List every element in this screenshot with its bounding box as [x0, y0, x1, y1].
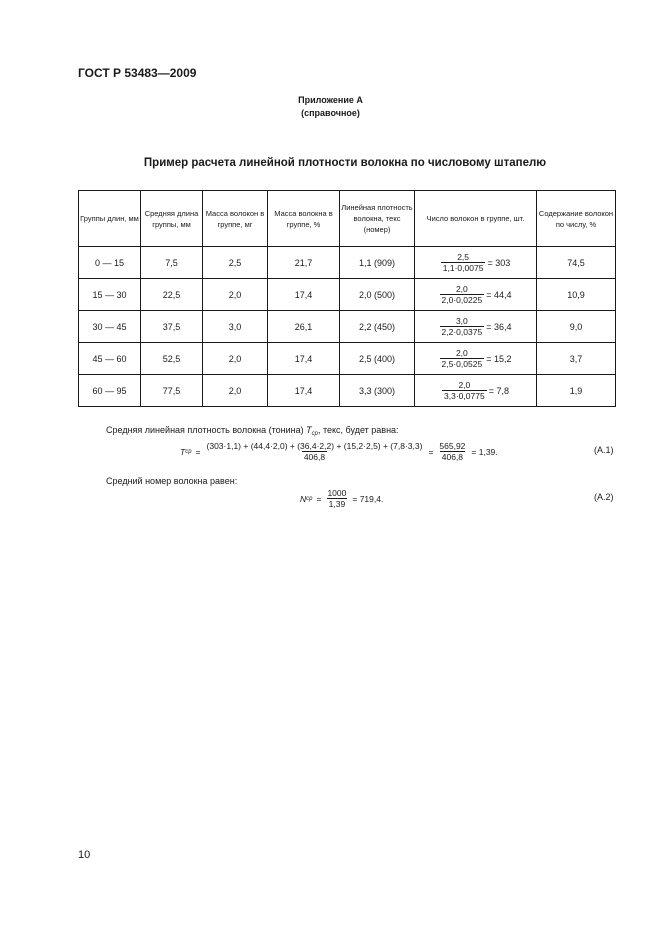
fraction-numerator: 2,0: [458, 380, 471, 390]
content-cell: 74,5: [537, 247, 616, 279]
fraction-numerator: 2,0: [455, 348, 468, 358]
appendix-subtitle: (справочное): [301, 108, 360, 118]
content-cell: 9,0: [537, 311, 616, 343]
fraction: [440, 316, 485, 337]
page-number: 10: [78, 849, 91, 861]
fraction-denominator: 2,2·0,0375: [441, 327, 483, 337]
table-header-row: [79, 191, 616, 247]
fraction-denominator: 2,5·0,0525: [441, 359, 483, 369]
header-cell: Линейная плотность волокна, текс (номер): [340, 191, 415, 247]
table-row: [79, 311, 616, 343]
density-cell: 3,3 (300): [340, 375, 415, 407]
group-cell: 0 — 15: [79, 247, 141, 279]
fraction: [440, 348, 485, 369]
fraction-denominator: 3,3·0,0775: [444, 391, 485, 401]
group-cell: 30 — 45: [79, 311, 141, 343]
formula-a2-lhs-sub: ср: [306, 495, 313, 502]
avg-density-subscript: ср: [311, 431, 318, 437]
formula-a1-eq: =: [195, 446, 201, 457]
formula-a1-fraction: [205, 441, 425, 462]
table-row: [79, 375, 616, 407]
fraction-result: = 7,8: [488, 385, 509, 396]
table-row: [79, 343, 616, 375]
formula-a1-lhs: T: [180, 446, 186, 457]
avg-length-cell: 22,5: [141, 279, 203, 311]
content-cell: 3,7: [537, 343, 616, 375]
formula-a2-lhs: N: [300, 493, 307, 504]
fraction-result: = 44,4: [486, 289, 512, 300]
formula-a1-denominator: 406,8: [303, 452, 326, 462]
formula-a2-fraction: [325, 488, 348, 509]
fraction-numerator: 2,5: [457, 252, 470, 262]
fiber-count-cell: [415, 311, 537, 343]
fiber-count-cell: [415, 279, 537, 311]
formula-a1-eq2: =: [428, 446, 434, 457]
fraction-denominator: 2,0·0,0225: [441, 295, 483, 305]
density-cell: 2,5 (400): [340, 343, 415, 375]
mass-percent-cell: 17,4: [268, 375, 340, 407]
avg-number-text: Средний номер волокна равен:: [106, 476, 238, 486]
mass-cell: 2,0: [203, 375, 268, 407]
group-cell: 15 — 30: [79, 279, 141, 311]
mass-percent-cell: 26,1: [268, 311, 340, 343]
density-cell: 1,1 (909): [340, 247, 415, 279]
fiber-count-cell: [415, 375, 537, 407]
content-cell: 10,9: [537, 279, 616, 311]
table-row: [79, 247, 616, 279]
fraction-result: = 36,4: [486, 321, 512, 332]
avg-length-cell: 52,5: [141, 343, 203, 375]
mass-percent-cell: 21,7: [268, 247, 340, 279]
table-row: [79, 279, 616, 311]
group-cell: 60 — 95: [79, 375, 141, 407]
header-cell: Масса волокон в группе, мг: [203, 191, 268, 247]
avg-density-text: [106, 425, 399, 437]
formula-a1-numerator: (303·1,1) + (44,4·2,0) + (36,4·2,2) + (15,2·2,5) + (7,8·3,3): [206, 441, 423, 451]
formula-a2-denominator: 1,39: [328, 499, 346, 509]
mass-cell: 2,0: [203, 279, 268, 311]
density-cell: 2,2 (450): [340, 311, 415, 343]
formula-a1-numerator2: 565,92: [439, 441, 466, 451]
avg-length-cell: 37,5: [141, 311, 203, 343]
header-cell: Средняя длина группы, мм: [141, 191, 203, 247]
header-cell: Число волокон в группе, шт.: [415, 191, 537, 247]
equation-number-a2: (А.2): [594, 492, 614, 502]
formula-a2-eq: =: [316, 493, 322, 504]
fraction: [441, 252, 486, 273]
fiber-count-cell: [415, 343, 537, 375]
header-cell: Масса волокна в группе, %: [268, 191, 340, 247]
fraction-denominator: 1,1·0,0075: [442, 263, 484, 273]
content-cell: 1,9: [537, 375, 616, 407]
fraction-numerator: 2,0: [455, 284, 468, 294]
formula-a1-fraction2: [437, 441, 467, 462]
fiber-count-cell: [415, 247, 537, 279]
formula-a1: [180, 441, 498, 462]
mass-cell: 2,0: [203, 343, 268, 375]
formula-a2-result: = 719,4.: [352, 493, 384, 504]
avg-length-cell: 77,5: [141, 375, 203, 407]
fraction-result: = 15,2: [486, 353, 512, 364]
formula-a1-denominator2: 406,8: [441, 452, 464, 462]
formula-a1-result: = 1,39.: [471, 446, 498, 457]
mass-percent-cell: 17,4: [268, 279, 340, 311]
fiber-table: [78, 190, 616, 407]
mass-percent-cell: 17,4: [268, 343, 340, 375]
avg-density-symbol: T: [306, 425, 312, 435]
document-code: ГОСТ Р 53483—2009: [78, 66, 197, 80]
formula-a2-numerator: 1000: [327, 488, 347, 498]
header-cell: Группы длин, мм: [79, 191, 141, 247]
fraction: [442, 380, 487, 401]
mass-cell: 2,5: [203, 247, 268, 279]
formula-a2: [300, 488, 383, 509]
formula-a1-lhs-sub: ср: [185, 448, 192, 455]
group-cell: 45 — 60: [79, 343, 141, 375]
mass-cell: 3,0: [203, 311, 268, 343]
fraction: [440, 284, 485, 305]
avg-density-prefix: Средняя линейная плотность волокна (тонина): [106, 425, 304, 435]
appendix-title: Приложение А: [298, 95, 363, 105]
fraction-numerator: 3,0: [455, 316, 468, 326]
fraction-result: = 303: [487, 257, 511, 268]
density-cell: 2,0 (500): [340, 279, 415, 311]
equation-number-a1: (А.1): [594, 445, 614, 455]
section-title: Пример расчета линейной плотности волокна по числовому штапелю: [143, 157, 547, 169]
avg-density-suffix: , текс, будет равна:: [317, 425, 399, 435]
avg-length-cell: 7,5: [141, 247, 203, 279]
header-cell: Содержание волокон по числу, %: [537, 191, 616, 247]
